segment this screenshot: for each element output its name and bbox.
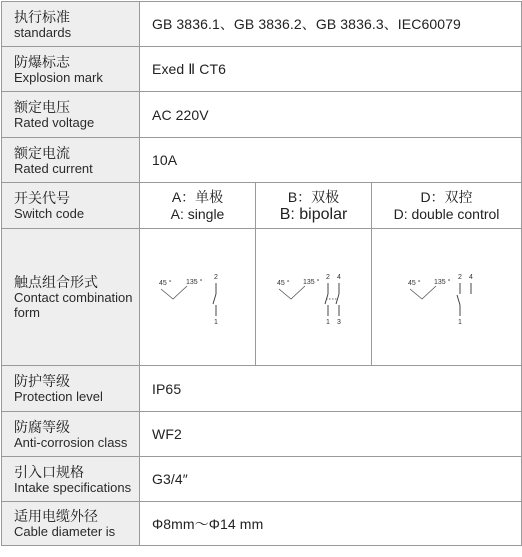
contact-diagram-single-svg: [143, 262, 253, 332]
value-explosion: Exed Ⅱ CT6: [140, 47, 522, 92]
label-zh: 适用电缆外径: [14, 508, 98, 524]
label-zh: 触点组合形式: [14, 274, 98, 290]
terminal-bottom-label: 1: [325, 319, 330, 326]
label-en: Protection level: [14, 389, 103, 404]
label-current: [2, 138, 140, 183]
angle-left-label: 45 °: [158, 280, 172, 287]
angle-right-label: 135 °: [433, 279, 450, 286]
angle-right-label: 135 °: [302, 279, 319, 286]
label-intake: [2, 457, 140, 502]
label-contact: [2, 229, 140, 366]
label-protection: [2, 366, 140, 412]
value-anticorrosion: WF2: [140, 412, 522, 457]
terminal-bottom-label: 1: [457, 319, 462, 326]
switch-code-d: [372, 183, 522, 229]
label-voltage: [2, 92, 140, 138]
row-standards: [2, 2, 522, 47]
code-en: B: bipolar: [279, 205, 348, 223]
switch-code-b: [256, 183, 372, 229]
terminal-top-label: 4: [468, 274, 473, 281]
angle-right-label: 135 °: [185, 279, 202, 286]
switch-angle-symbol: [410, 286, 436, 299]
label-zh: 额定电压: [14, 99, 70, 115]
row-contact: [2, 229, 522, 366]
label-en: Explosion mark: [14, 69, 103, 85]
label-en-2: form: [14, 305, 40, 320]
label-en: Rated voltage: [14, 115, 95, 130]
label-zh: 防腐等级: [14, 418, 70, 435]
row-intake: [2, 457, 522, 502]
contact-diagram-a: [140, 229, 256, 366]
label-zh: 开关代号: [14, 190, 70, 206]
value-current: 10A: [140, 138, 522, 183]
row-voltage: [2, 92, 522, 138]
label-zh: 防护等级: [14, 373, 70, 389]
contact-blade: [213, 294, 216, 304]
value-voltage: AC 220V: [140, 92, 522, 138]
switch-code-a: [140, 183, 256, 229]
contact-diagram-d: [372, 229, 522, 366]
code-en: A: single: [170, 205, 225, 222]
label-zh: 额定电流: [14, 144, 70, 161]
row-current: [2, 138, 522, 183]
code-en: D: double control: [393, 205, 500, 222]
terminal-top-label: 2: [457, 274, 462, 281]
label-anticorrosion: [2, 412, 140, 457]
switch-angle-symbol: [279, 286, 305, 299]
label-cable: [2, 502, 140, 546]
label-en: Intake specifications: [14, 479, 132, 495]
code-zh: A：单极: [171, 188, 224, 205]
label-en: Rated current: [14, 160, 93, 176]
row-cable: [2, 502, 522, 546]
angle-left-label: 45 °: [276, 280, 290, 287]
terminal-bottom-label: 1: [213, 319, 218, 326]
spec-table: [1, 1, 522, 546]
contact-diagram-b: [256, 229, 372, 366]
label-switch-code: [2, 183, 140, 229]
value-protection: IP65: [140, 366, 522, 412]
terminal-top-label: 2: [325, 274, 330, 281]
label-zh: 执行标准: [14, 8, 70, 25]
angle-left-label: 45 °: [407, 280, 421, 287]
code-zh: D：双控: [420, 188, 473, 205]
label-standards: [2, 2, 140, 47]
code-zh: B：双极: [287, 188, 340, 205]
terminal-bottom-label: 3: [336, 319, 341, 326]
contact-diagram-double-control-svg: [382, 262, 512, 332]
contact-blade: [457, 295, 460, 305]
row-protection: [2, 366, 522, 412]
contact-diagram-bipolar-svg: [259, 262, 369, 332]
terminal-top-label: 4: [336, 274, 341, 281]
label-en: Switch code: [14, 206, 85, 221]
label-en: Contact combination: [14, 290, 133, 305]
label-zh: 引入口规格: [14, 463, 84, 480]
label-en: standards: [14, 24, 72, 40]
value-cable: Φ8mm～Φ14 mm: [140, 502, 522, 546]
row-explosion: [2, 47, 522, 92]
label-en: Anti-corrosion class: [14, 434, 128, 450]
label-explosion: [2, 47, 140, 92]
row-switch-code: [2, 183, 522, 229]
row-anticorrosion: [2, 412, 522, 457]
switch-angle-symbol: [161, 286, 187, 299]
terminal-top-label: 2: [213, 274, 218, 281]
value-intake: G3/4″: [140, 457, 522, 502]
value-standards: GB 3836.1、GB 3836.2、GB 3836.3、IEC60079: [140, 2, 522, 47]
label-zh: 防爆标志: [14, 53, 70, 70]
label-en: Cable diameter is: [14, 524, 116, 539]
